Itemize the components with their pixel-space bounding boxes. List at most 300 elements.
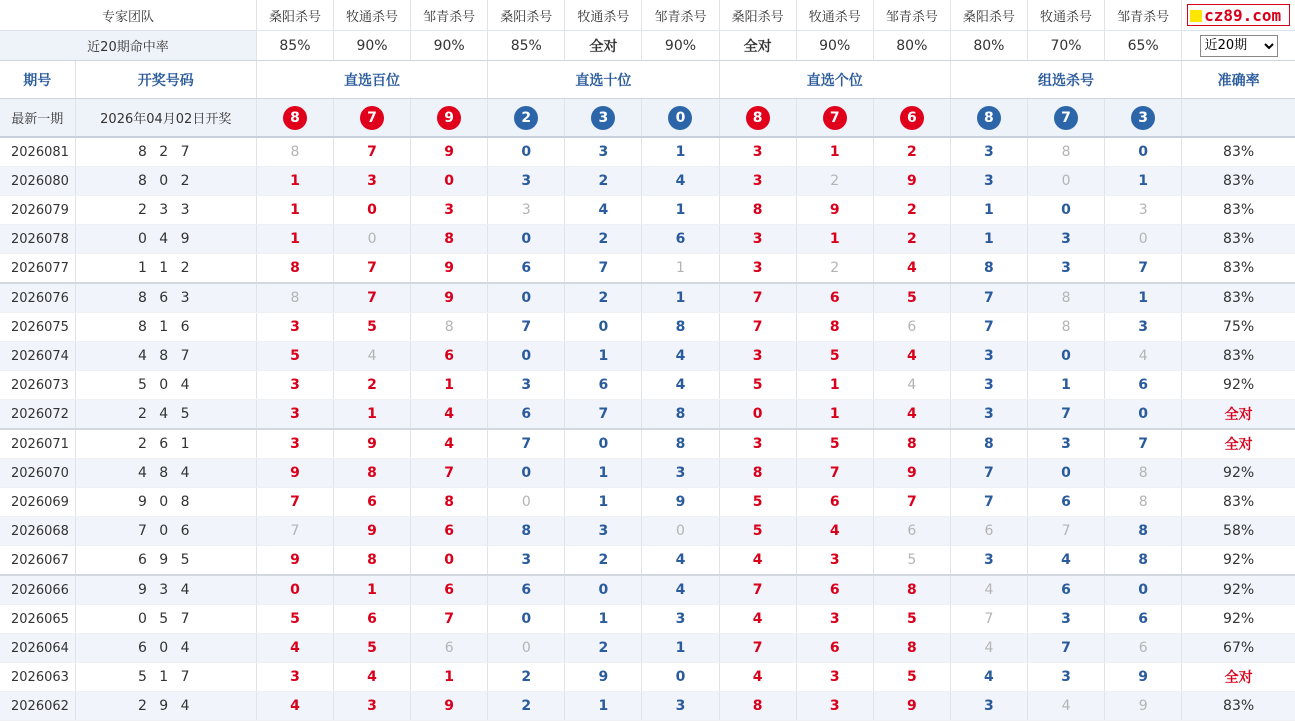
kill-number: 0	[444, 173, 455, 189]
kill-number-cell	[411, 254, 488, 284]
kill-number-cell	[565, 225, 642, 254]
kill-number-cell	[411, 400, 488, 430]
kill-number-cell	[1105, 575, 1182, 605]
kill-number: 0	[290, 582, 300, 598]
kill-number-cell	[873, 546, 950, 576]
kill-number-cell	[796, 605, 873, 634]
kill-number: 7	[444, 465, 455, 481]
kill-ball: 3	[591, 106, 615, 130]
kill-number-cell	[1027, 575, 1104, 605]
kill-number: 4	[675, 552, 686, 568]
kill-number-cell	[334, 429, 411, 459]
latest-ball-cell	[1105, 99, 1182, 138]
kill-number: 7	[752, 582, 763, 598]
kill-number-cell	[1105, 167, 1182, 196]
kill-number-cell	[719, 575, 796, 605]
draw-number: 8 0 2	[75, 167, 256, 196]
kill-number-cell	[411, 459, 488, 488]
kill-number-cell	[411, 692, 488, 721]
kill-number-cell	[334, 371, 411, 400]
kill-number: 4	[367, 669, 377, 685]
kill-number: 1	[290, 173, 300, 189]
accuracy-header: 准确率	[1182, 61, 1295, 99]
kill-number: 8	[521, 523, 532, 539]
table-row	[0, 663, 1295, 692]
draw-number: 7 0 6	[75, 517, 256, 546]
kill-number: 3	[675, 465, 686, 481]
kill-number-cell	[796, 429, 873, 459]
kill-number: 3	[367, 173, 377, 189]
hit-rate: 65%	[1105, 31, 1182, 61]
kill-number-cell	[719, 400, 796, 430]
kill-number: 0	[1138, 231, 1148, 247]
hit-rate: 85%	[488, 31, 565, 61]
kill-number-cell	[565, 692, 642, 721]
kill-number-cell	[796, 459, 873, 488]
table-row	[0, 605, 1295, 634]
kill-number: 4	[984, 640, 994, 656]
kill-number: 0	[521, 611, 532, 627]
kill-number: 3	[521, 552, 532, 568]
kill-number: 3	[598, 144, 609, 160]
kill-number-cell	[719, 371, 796, 400]
kill-number-cell	[1105, 692, 1182, 721]
expert-name: 邹青杀号	[411, 0, 488, 31]
kill-number-cell	[488, 459, 565, 488]
kill-number-cell	[719, 459, 796, 488]
kill-number: 1	[675, 202, 686, 218]
kill-number: 3	[984, 406, 994, 422]
issue-number: 2026066	[0, 575, 75, 605]
kill-number-cell	[796, 488, 873, 517]
kill-number-cell	[719, 283, 796, 313]
table-row	[0, 254, 1295, 284]
kill-number: 3	[829, 698, 840, 714]
kill-number: 3	[752, 260, 763, 276]
issue-number: 2026065	[0, 605, 75, 634]
kill-number: 9	[675, 494, 686, 510]
kill-number: 8	[675, 406, 686, 422]
kill-number: 8	[984, 436, 994, 452]
issue-number: 2026063	[0, 663, 75, 692]
kill-number: 4	[829, 523, 840, 539]
kill-number: 8	[290, 260, 300, 276]
draw-number: 8 1 6	[75, 313, 256, 342]
kill-number-cell	[256, 546, 333, 576]
kill-number-cell	[873, 313, 950, 342]
draw-number: 0 5 7	[75, 605, 256, 634]
kill-number: 2	[830, 173, 840, 189]
kill-ball: 2	[514, 106, 538, 130]
kill-number-cell	[642, 137, 719, 167]
kill-number: 1	[290, 202, 300, 218]
kill-number: 0	[521, 231, 532, 247]
period-select[interactable]	[1200, 35, 1278, 57]
kill-number: 0	[521, 640, 531, 656]
kill-number: 0	[1061, 202, 1071, 218]
kill-number: 7	[984, 611, 994, 627]
kill-number-cell	[1027, 371, 1104, 400]
kill-number-cell	[565, 196, 642, 225]
kill-number-cell	[642, 488, 719, 517]
kill-number-cell	[488, 225, 565, 254]
kill-number-cell	[719, 254, 796, 284]
kill-number-cell	[334, 546, 411, 576]
kill-number-cell	[873, 371, 950, 400]
kill-number: 5	[367, 640, 377, 656]
kill-number: 4	[675, 348, 686, 364]
issue-number: 2026071	[0, 429, 75, 459]
kill-number-cell	[488, 342, 565, 371]
kill-number-cell	[873, 634, 950, 663]
expert-name: 邹青杀号	[873, 0, 950, 31]
kill-number: 7	[984, 319, 994, 335]
kill-number: 4	[752, 669, 763, 685]
kill-number: 3	[752, 231, 763, 247]
latest-ball-cell	[256, 99, 333, 138]
hit-rate: 80%	[950, 31, 1027, 61]
kill-number-cell	[411, 167, 488, 196]
kill-number-cell	[488, 429, 565, 459]
kill-number: 7	[598, 260, 609, 276]
latest-ball-cell	[488, 99, 565, 138]
kill-number-cell	[256, 225, 333, 254]
kill-number-cell	[1105, 488, 1182, 517]
kill-ball: 7	[823, 106, 847, 130]
kill-number-cell	[334, 196, 411, 225]
kill-number-cell	[1105, 605, 1182, 634]
kill-number-cell	[873, 283, 950, 313]
kill-number-cell	[796, 546, 873, 576]
kill-number-cell	[488, 400, 565, 430]
kill-number-cell	[565, 663, 642, 692]
kill-number: 1	[984, 231, 994, 247]
draw-number: 4 8 4	[75, 459, 256, 488]
kill-number: 3	[367, 698, 377, 714]
kill-number-cell	[950, 225, 1027, 254]
kill-number: 8	[752, 202, 763, 218]
kill-ball: 7	[1054, 106, 1078, 130]
kill-number-cell	[565, 400, 642, 430]
kill-number: 3	[752, 144, 763, 160]
kill-number-cell	[796, 313, 873, 342]
accuracy-value: 83%	[1182, 283, 1295, 313]
draw-number: 2 3 3	[75, 196, 256, 225]
kill-number: 8	[752, 465, 763, 481]
kill-number: 7	[1061, 523, 1071, 539]
kill-number: 0	[367, 231, 377, 247]
kill-number: 2	[906, 231, 917, 247]
kill-number-cell	[1027, 254, 1104, 284]
kill-number-cell	[334, 663, 411, 692]
issue-number: 2026073	[0, 371, 75, 400]
accuracy-value: 83%	[1182, 196, 1295, 225]
kill-number: 7	[598, 406, 609, 422]
kill-number: 3	[829, 669, 840, 685]
latest-ball-cell	[719, 99, 796, 138]
kill-number: 3	[1061, 436, 1071, 452]
kill-number: 3	[521, 377, 532, 393]
kill-number: 4	[675, 173, 686, 189]
kill-number-cell	[411, 429, 488, 459]
kill-number: 0	[521, 494, 531, 510]
kill-number-cell	[642, 167, 719, 196]
hit-rate-label: 近20期命中率	[0, 31, 256, 61]
kill-number-cell	[488, 371, 565, 400]
table-row	[0, 546, 1295, 576]
kill-number-cell	[719, 137, 796, 167]
kill-number-cell	[796, 371, 873, 400]
expert-name: 桑阳杀号	[719, 0, 796, 31]
kill-number: 4	[598, 202, 609, 218]
kill-number: 4	[984, 582, 994, 598]
kill-number-cell	[1105, 634, 1182, 663]
kill-number: 0	[598, 436, 609, 452]
kill-number-cell	[873, 517, 950, 546]
issue-number: 2026069	[0, 488, 75, 517]
kill-number: 2	[830, 260, 840, 276]
kill-number-cell	[565, 371, 642, 400]
kill-number: 3	[984, 348, 994, 364]
kill-number: 6	[444, 348, 455, 364]
kill-number: 0	[1061, 348, 1071, 364]
kill-number: 1	[829, 231, 840, 247]
kill-number: 4	[1138, 348, 1148, 364]
kill-number-cell	[256, 575, 333, 605]
kill-number-cell	[719, 692, 796, 721]
kill-number: 2	[906, 144, 917, 160]
kill-number: 9	[290, 465, 300, 481]
kill-number-cell	[873, 342, 950, 371]
kill-number-cell	[1105, 137, 1182, 167]
kill-number: 8	[444, 494, 455, 510]
kill-number: 3	[290, 406, 300, 422]
kill-number-cell	[642, 663, 719, 692]
kill-number-cell	[950, 167, 1027, 196]
logo-text: cz89.com	[1204, 6, 1282, 25]
kill-number-cell	[642, 634, 719, 663]
kill-number-cell	[642, 575, 719, 605]
kill-number: 8	[829, 319, 840, 335]
kill-number: 0	[675, 669, 686, 685]
draw-number: 8 6 3	[75, 283, 256, 313]
kill-number-cell	[642, 196, 719, 225]
kill-number: 1	[675, 144, 686, 160]
kill-number: 9	[598, 669, 609, 685]
latest-ball-cell	[796, 99, 873, 138]
latest-label: 最新一期	[0, 99, 75, 138]
kill-number-cell	[719, 488, 796, 517]
kill-number-cell	[950, 400, 1027, 430]
kill-number-cell	[256, 517, 333, 546]
kill-ball: 3	[1131, 106, 1155, 130]
kill-number: 6	[521, 406, 532, 422]
period-select-cell	[1182, 31, 1295, 61]
kill-number: 6	[444, 582, 455, 598]
kill-number: 7	[906, 494, 917, 510]
kill-number-cell	[1027, 488, 1104, 517]
kill-number: 1	[676, 260, 685, 276]
kill-number-cell	[796, 692, 873, 721]
kill-number-cell	[411, 634, 488, 663]
kill-number-cell	[411, 605, 488, 634]
group-header-units: 直选个位	[719, 61, 950, 99]
kill-number: 5	[752, 523, 763, 539]
hit-rate: 90%	[796, 31, 873, 61]
kill-number: 3	[752, 348, 763, 364]
kill-number-cell	[950, 663, 1027, 692]
kill-number-cell	[719, 167, 796, 196]
accuracy-value: 83%	[1182, 488, 1295, 517]
hit-rate-row	[0, 31, 1295, 61]
kill-number: 0	[676, 523, 685, 539]
accuracy-value: 75%	[1182, 313, 1295, 342]
kill-number: 2	[906, 202, 917, 218]
kill-number: 1	[984, 202, 994, 218]
kill-number-cell	[719, 342, 796, 371]
kill-number: 7	[290, 523, 300, 539]
kill-number: 4	[675, 582, 686, 598]
accuracy-value: 58%	[1182, 517, 1295, 546]
kill-number: 3	[984, 173, 994, 189]
latest-ball-cell	[1027, 99, 1104, 138]
kill-number: 8	[1138, 465, 1148, 481]
kill-number: 7	[1061, 406, 1071, 422]
kill-number-cell	[642, 225, 719, 254]
logo-cell	[1182, 0, 1295, 31]
kill-number: 0	[1138, 406, 1149, 422]
kill-number-cell	[488, 254, 565, 284]
accuracy-value: 83%	[1182, 342, 1295, 371]
kill-number-cell	[1027, 546, 1104, 576]
kill-number-cell	[411, 371, 488, 400]
kill-number-cell	[796, 254, 873, 284]
kill-number-cell	[334, 575, 411, 605]
kill-number-cell	[256, 605, 333, 634]
table-row	[0, 313, 1295, 342]
kill-number-cell	[950, 254, 1027, 284]
kill-number: 4	[752, 611, 763, 627]
kill-number: 6	[444, 640, 454, 656]
kill-number-cell	[719, 517, 796, 546]
kill-number: 8	[906, 436, 917, 452]
kill-number: 3	[829, 552, 840, 568]
expert-row	[0, 0, 1295, 31]
latest-ball-cell	[334, 99, 411, 138]
accuracy-value: 83%	[1182, 225, 1295, 254]
issue-number: 2026075	[0, 313, 75, 342]
draw-number: 4 8 7	[75, 342, 256, 371]
kill-number: 6	[1138, 377, 1149, 393]
kill-number-cell	[334, 137, 411, 167]
kill-number: 3	[984, 377, 994, 393]
kill-number: 4	[675, 377, 686, 393]
kill-number: 1	[829, 406, 840, 422]
kill-number-cell	[950, 517, 1027, 546]
expert-name: 牧通杀号	[334, 0, 411, 31]
issue-number: 2026074	[0, 342, 75, 371]
kill-number-cell	[256, 167, 333, 196]
issue-number: 2026077	[0, 254, 75, 284]
group-header-combo: 组选杀号	[950, 61, 1181, 99]
kill-number-cell	[873, 429, 950, 459]
kill-ball: 9	[437, 106, 461, 130]
kill-number: 7	[1138, 436, 1149, 452]
issue-number: 2026072	[0, 400, 75, 430]
kill-number: 5	[906, 290, 917, 306]
kill-number: 3	[675, 611, 686, 627]
table-row	[0, 459, 1295, 488]
kill-number: 3	[1061, 611, 1071, 627]
kill-number-cell	[1027, 137, 1104, 167]
kill-number-cell	[950, 137, 1027, 167]
kill-number-cell	[642, 313, 719, 342]
kill-number-cell	[334, 488, 411, 517]
kill-number-cell	[1027, 400, 1104, 430]
kill-number: 0	[521, 348, 532, 364]
kill-number: 9	[444, 260, 455, 276]
kill-number: 4	[444, 406, 455, 422]
kill-number: 2	[521, 698, 532, 714]
kill-number-cell	[488, 167, 565, 196]
kill-number: 8	[444, 231, 455, 247]
kill-number: 9	[444, 698, 455, 714]
kill-number: 1	[1138, 290, 1149, 306]
kill-number: 5	[829, 436, 840, 452]
kill-number: 3	[290, 319, 300, 335]
kill-number: 1	[367, 582, 377, 598]
kill-number: 9	[444, 144, 455, 160]
draw-number: 6 9 5	[75, 546, 256, 576]
kill-number-cell	[950, 429, 1027, 459]
issue-header: 期号	[0, 61, 75, 99]
accuracy-value: 全对	[1182, 663, 1295, 692]
kill-number-cell	[488, 517, 565, 546]
site-logo[interactable]	[1187, 4, 1290, 26]
kill-number-cell	[334, 517, 411, 546]
kill-number: 7	[444, 611, 455, 627]
kill-number-cell	[488, 663, 565, 692]
kill-ball: 8	[283, 106, 307, 130]
kill-number-cell	[411, 575, 488, 605]
kill-number-cell	[411, 313, 488, 342]
accuracy-value: 92%	[1182, 605, 1295, 634]
kill-number: 8	[290, 144, 300, 160]
kill-number-cell	[796, 225, 873, 254]
kill-number: 3	[984, 144, 994, 160]
expert-name: 牧通杀号	[796, 0, 873, 31]
kill-number-cell	[565, 342, 642, 371]
kill-number: 4	[907, 377, 917, 393]
column-header-row	[0, 61, 1295, 99]
kill-number-cell	[950, 313, 1027, 342]
kill-ball: 7	[360, 106, 384, 130]
kill-number-cell	[1027, 634, 1104, 663]
kill-number: 5	[906, 611, 917, 627]
kill-number: 9	[290, 552, 300, 568]
kill-number-cell	[488, 283, 565, 313]
table-row	[0, 167, 1295, 196]
kill-ball: 8	[746, 106, 770, 130]
kill-number: 1	[598, 348, 609, 364]
kill-number-cell	[1105, 196, 1182, 225]
table-row	[0, 634, 1295, 663]
table-row	[0, 196, 1295, 225]
kill-number: 2	[521, 669, 532, 685]
kill-number-cell	[256, 488, 333, 517]
kill-number: 8	[290, 290, 300, 306]
accuracy-value: 92%	[1182, 371, 1295, 400]
